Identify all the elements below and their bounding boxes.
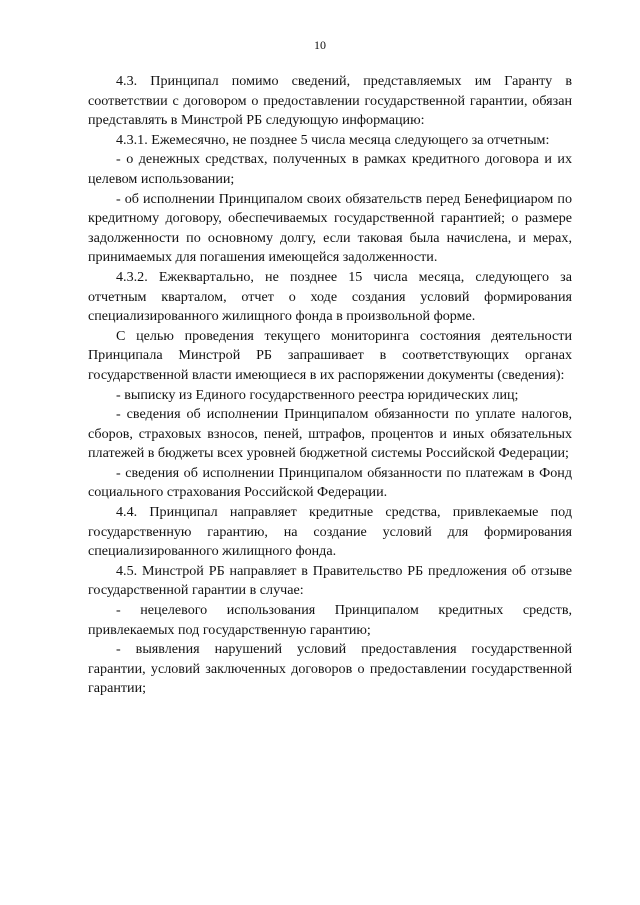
- paragraph-monitoring: С целью проведения текущего мониторинга состояния деятельности Принципала Минстрой РБ запрашивает в соответствующих органах государственной власти имеющиеся в их распоряжении документы (сведения):: [88, 327, 572, 383]
- list-item-social-insurance: - сведения об исполнении Принципалом обязанности по платежам в Фонд социального страхования Российской Федерации.: [88, 464, 572, 501]
- paragraph-4-3-1: 4.3.1. Ежемесячно, не позднее 5 числа месяца следующего за отчетным:: [116, 131, 550, 148]
- paragraph-4-5: 4.5. Минстрой РБ направляет в Правительство РБ предложения об отзыве государственной гарантии в случае:: [88, 562, 572, 599]
- list-item-misuse-of-funds: - нецелевого использования Принципалом кредитных средств, привлекаемых под государственную гарантию;: [88, 602, 572, 638]
- list-item-funds-received: - о денежных средствах, полученных в рамках кредитного договора и их целевом использовании;: [88, 151, 572, 187]
- list-item-violations: - выявления нарушений условий предоставления государственной гарантии, условий заключенных договоров о предоставлении государственной гарантии;: [88, 641, 572, 697]
- list-item-obligations-fulfilment: - об исполнении Принципалом своих обязательств перед Бенефициаром по кредитному договору, обеспечиваемых государственной гарантией; о размере задолженности по основному долгу, если таковая была начислена, и мерах, принимаемых для погашения имеющейся задолженности.: [88, 190, 572, 266]
- paragraph-4-3: 4.3. Принципал помимо сведений, представляемых им Гаранту в соответствии с договором о предоставлении государственной гарантии, обязан представлять в Минстрой РБ следующую информацию:: [88, 73, 572, 129]
- document-body: [88, 72, 572, 699]
- list-item-tax-payments: - сведения об исполнении Принципалом обязанности по уплате налогов, сборов, страховых взносов, пеней, штрафов, процентов и иных обязательных платежей в бюджеты всех уровней бюджетной системы Российской Федерации;: [88, 406, 572, 462]
- page-number: 10: [314, 38, 326, 52]
- list-item-registry-extract: - выписку из Единого государственного реестра юридических лиц;: [116, 386, 519, 403]
- paragraph-4-3-2: 4.3.2. Ежеквартально, не позднее 15 числа месяца, следующего за отчетным кварталом, отчет о ходе создания условий формирования специализированного жилищного фонда в произвольной форме.: [88, 268, 572, 325]
- paragraph-4-4: 4.4. Принципал направляет кредитные средства, привлекаемые под государственную гарантию, на создание условий для формирования специализированного жилищного фонда.: [88, 504, 572, 560]
